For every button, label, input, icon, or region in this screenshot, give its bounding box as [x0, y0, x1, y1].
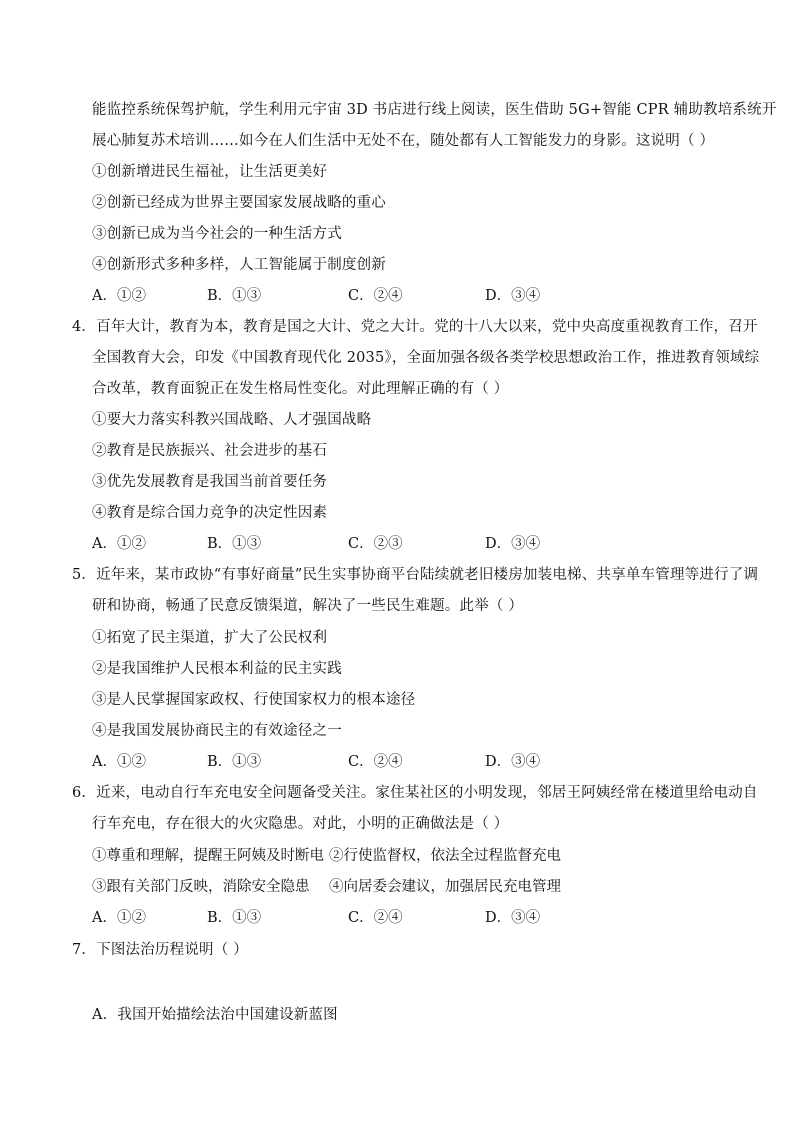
option-a[interactable]: A．①②	[92, 910, 146, 926]
option-b[interactable]: B．①③	[207, 536, 262, 552]
question-6-text: 6．近来，电动自行车充电安全问题备受关注。家住某社区的小明发现，邻居王阿姨经常在楼道里给电动自	[72, 785, 758, 801]
option-b[interactable]: B．①③	[207, 754, 262, 770]
question-4-text: 4．百年大计，教育为本，教育是国之大计、党之大计。党的十八大以来，党中央高度重视教育工作，召开	[72, 319, 758, 335]
answer-options	[92, 286, 712, 306]
statement-item: ②教育是民族振兴、社会进步的基石	[92, 443, 328, 459]
question-text-line: 合改革，教育面貌正在发生格局性变化。对此理解正确的有（ ）	[92, 381, 509, 397]
statement-item: ③优先发展教育是我国当前首要任务	[92, 474, 328, 490]
statement-item: ③是人民掌握国家政权、行使国家权力的根本途径	[92, 692, 416, 708]
option-c[interactable]: C．②④	[348, 910, 403, 926]
question-text-line: 全国教育大会，印发《中国教育现代化 2035》，全面加强各级各类学校思想政治工作，推进教育领域综	[92, 350, 760, 366]
question-5-text: 5．近年来，某市政协“有事好商量”民生实事协商平台陆续就老旧楼房加装电梯、共享单车管理等进行了调	[72, 567, 759, 583]
question-text-line: 研和协商，畅通了民意反馈渠道，解决了一些民生难题。此举（ ）	[92, 598, 524, 614]
option-c[interactable]: C．②④	[348, 288, 403, 304]
statement-item: ③创新已成为当今社会的一种生活方式	[92, 226, 342, 242]
option-d[interactable]: D．③④	[485, 288, 541, 304]
option-a[interactable]: A．我国开始描绘法治中国建设新蓝图	[92, 1007, 338, 1023]
option-b[interactable]: B．①③	[207, 288, 262, 304]
option-d[interactable]: D．③④	[485, 910, 541, 926]
option-c[interactable]: C．②③	[348, 536, 403, 552]
question-text-line: 行车充电，存在很大的火灾隐患。对此，小明的正确做法是（ ）	[92, 816, 509, 832]
answer-options	[92, 534, 712, 554]
answer-options	[92, 908, 712, 928]
option-b[interactable]: B．①③	[207, 910, 262, 926]
statement-item: ①尊重和理解，提醒王阿姨及时断电	[92, 848, 324, 864]
question-7-text: 7．下图法治历程说明（ ）	[72, 942, 248, 958]
statement-item: ④是我国发展协商民主的有效途径之一	[92, 723, 342, 739]
statement-row	[92, 846, 712, 866]
answer-options	[92, 752, 712, 772]
statement-item: ④教育是综合国力竞争的决定性因素	[92, 505, 328, 521]
question-text-line: 能监控系统保驾护航，学生利用元宇宙 3D 书店进行线上阅读，医生借助 5G+智能 CPR 辅助教培系统开	[92, 102, 777, 118]
option-d[interactable]: D．③④	[485, 754, 541, 770]
statement-item: ④创新形式多种多样，人工智能属于制度创新	[92, 257, 386, 273]
question-text-line: 展心肺复苏术培训……如今在人们生活中无处不在，随处都有人工智能发力的身影。这说明（ ）	[92, 133, 715, 149]
statement-item: ③跟有关部门反映，消除安全隐患	[92, 879, 310, 895]
option-c[interactable]: C．②④	[348, 754, 403, 770]
option-a[interactable]: A．①②	[92, 754, 146, 770]
option-a[interactable]: A．①②	[92, 288, 146, 304]
statement-item: ④向居委会建议，加强居民充电管理	[329, 879, 561, 895]
statement-item: ②行使监督权，依法全过程监督充电	[329, 848, 561, 864]
statement-item: ①拓宽了民主渠道，扩大了公民权利	[92, 630, 328, 646]
statement-item: ②是我国维护人民根本利益的民主实践	[92, 661, 342, 677]
statement-item: ①创新增进民生福祉，让生活更美好	[92, 164, 328, 180]
option-d[interactable]: D．③④	[485, 536, 541, 552]
statement-item: ②创新已经成为世界主要国家发展战略的重心	[92, 195, 386, 211]
statement-row	[92, 877, 712, 897]
option-a[interactable]: A．①②	[92, 536, 146, 552]
statement-item: ①要大力落实科教兴国战略、人才强国战略	[92, 412, 372, 428]
